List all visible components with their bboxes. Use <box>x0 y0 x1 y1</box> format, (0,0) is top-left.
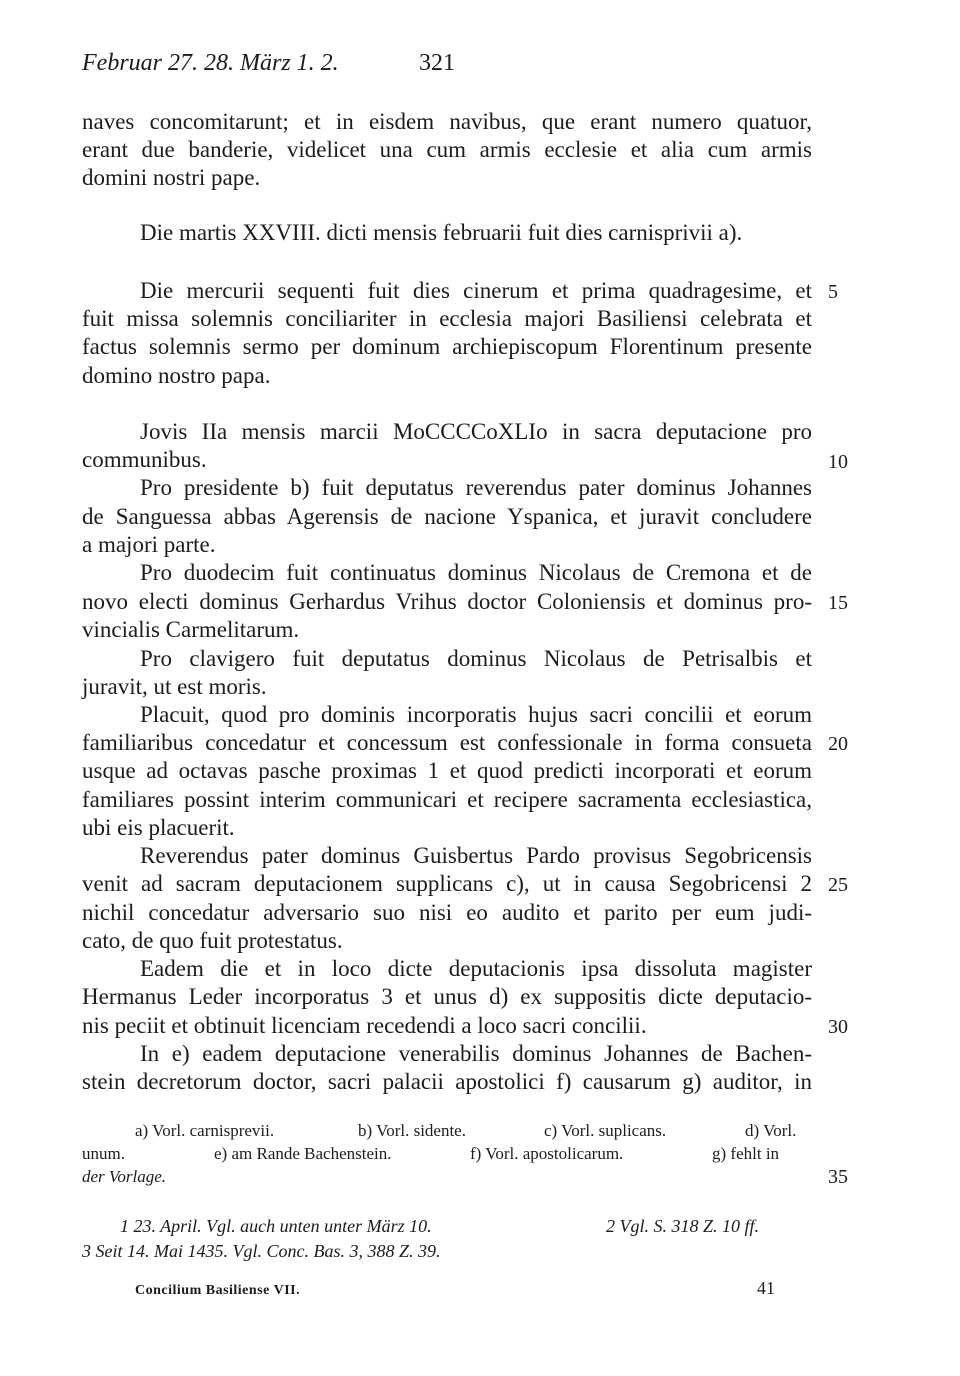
text-line: Pro clavigero fuit deputatus dominus Nicolaus de Petrisalbis et <box>140 646 812 671</box>
text-line: fuit missa solemnis conciliariter in ecclesia majori Basiliensi celebrata et <box>82 306 812 331</box>
signature-mark: 41 <box>757 1278 775 1298</box>
series-footer: Concilium Basiliense VII. <box>135 1283 301 1298</box>
text-line: communibus. <box>82 447 207 472</box>
text-line: novo electi dominus Gerhardus Vrihus doctor Coloniensis et dominus pro- <box>82 589 812 614</box>
text-line: factus solemnis sermo per dominum archiepiscopum Florentinum presente <box>82 334 812 359</box>
text-line: domini nostri pape. <box>82 165 261 190</box>
line-number: 30 <box>828 1016 848 1038</box>
footnote: 2 Vgl. S. 318 Z. 10 ff. <box>606 1216 760 1236</box>
line-number: 35 <box>828 1166 848 1188</box>
line-number: 5 <box>828 281 838 303</box>
text-line: Eadem die et in loco dicte deputacionis ipsa dissoluta magister <box>140 956 812 981</box>
text-line: Die martis XXVIII. dicti mensis februarii fuit dies carnisprivii a). <box>140 220 743 245</box>
text-line: In e) eadem deputacione venerabilis dominus Johannes de Bachen- <box>140 1041 812 1066</box>
text-line: naves concomitarunt; et in eisdem navibus, que erant numero quatuor, <box>82 109 812 134</box>
text-line: de Sanguessa abbas Agerensis de nacione Yspanica, et juravit concludere <box>82 504 812 529</box>
text-line: Hermanus Leder incorporatus 3 et unus d) ex suppositis dicte deputacio- <box>82 984 812 1009</box>
footnote: 1 23. April. Vgl. auch unten unter März 10. <box>120 1216 432 1236</box>
footnote: 3 Seit 14. Mai 1435. Vgl. Conc. Bas. 3, 388 Z. 39. <box>82 1241 441 1261</box>
page-number: 321 <box>419 50 455 76</box>
text-line: cato, de quo fuit protestatus. <box>82 928 343 953</box>
text-line: stein decretorum doctor, sacri palacii apostolici f) causarum g) auditor, in <box>82 1069 812 1094</box>
text-line: nichil concedatur adversario suo nisi eo audito et parito per eum judi- <box>82 900 812 925</box>
text-line: erant due banderie, videlicet una cum armis ecclesie et alia cum armis <box>82 137 812 162</box>
text-line: venit ad sacram deputacionem supplicans c), ut in causa Segobricensi 2 <box>82 871 812 896</box>
footnote: b) Vorl. sidente. <box>358 1121 466 1140</box>
text-line: familiaribus concedatur et concessum est confessionale in forma consueta <box>82 730 812 755</box>
line-number: 25 <box>828 874 848 896</box>
text-line: nis peciit et obtinuit licenciam recedendi a loco sacri concilii. <box>82 1013 647 1038</box>
footnote: der Vorlage. <box>82 1167 167 1186</box>
footnote: e) am Rande Bachenstein. <box>214 1144 392 1163</box>
footnote: f) Vorl. apostolicarum. <box>470 1144 624 1163</box>
text-line: Pro duodecim fuit continuatus dominus Nicolaus de Cremona et de <box>140 560 812 585</box>
line-number: 15 <box>828 592 848 614</box>
text-line: ubi eis placuerit. <box>82 815 235 840</box>
running-header <box>82 50 455 77</box>
text-line: juravit, ut est moris. <box>82 674 267 699</box>
footnote: d) Vorl. <box>745 1121 797 1140</box>
footnote: unum. <box>82 1144 125 1163</box>
text-line: Pro presidente b) fuit deputatus reverendus pater dominus Johannes <box>140 475 812 500</box>
footnote: c) Vorl. suplicans. <box>544 1121 667 1140</box>
text-line: familiares possint interim communicari et recipere sacramenta ecclesiastica, <box>82 787 812 812</box>
footnote: a) Vorl. carnisprevii. <box>135 1121 275 1140</box>
text-line: vincialis Carmelitarum. <box>82 617 300 642</box>
text-line: Placuit, quod pro dominis incorporatis hujus sacri concilii et eorum <box>140 702 812 727</box>
running-title: Februar 27. 28. März 1. 2. <box>82 50 339 76</box>
footnote: g) fehlt in <box>712 1144 780 1163</box>
text-line: Jovis IIa mensis marcii MoCCCCoXLIo in sacra deputacione pro <box>140 419 812 444</box>
text-line: Die mercurii sequenti fuit dies cinerum et prima quadragesime, et <box>140 278 812 303</box>
text-line: Reverendus pater dominus Guisbertus Pardo provisus Segobricensis <box>140 843 812 868</box>
text-line: domino nostro papa. <box>82 363 271 388</box>
line-number: 20 <box>828 733 848 755</box>
text-line: usque ad octavas pasche proximas 1 et quod predicti incorporati et eorum <box>82 758 812 783</box>
line-number: 10 <box>828 451 848 473</box>
text-line: a majori parte. <box>82 532 216 557</box>
